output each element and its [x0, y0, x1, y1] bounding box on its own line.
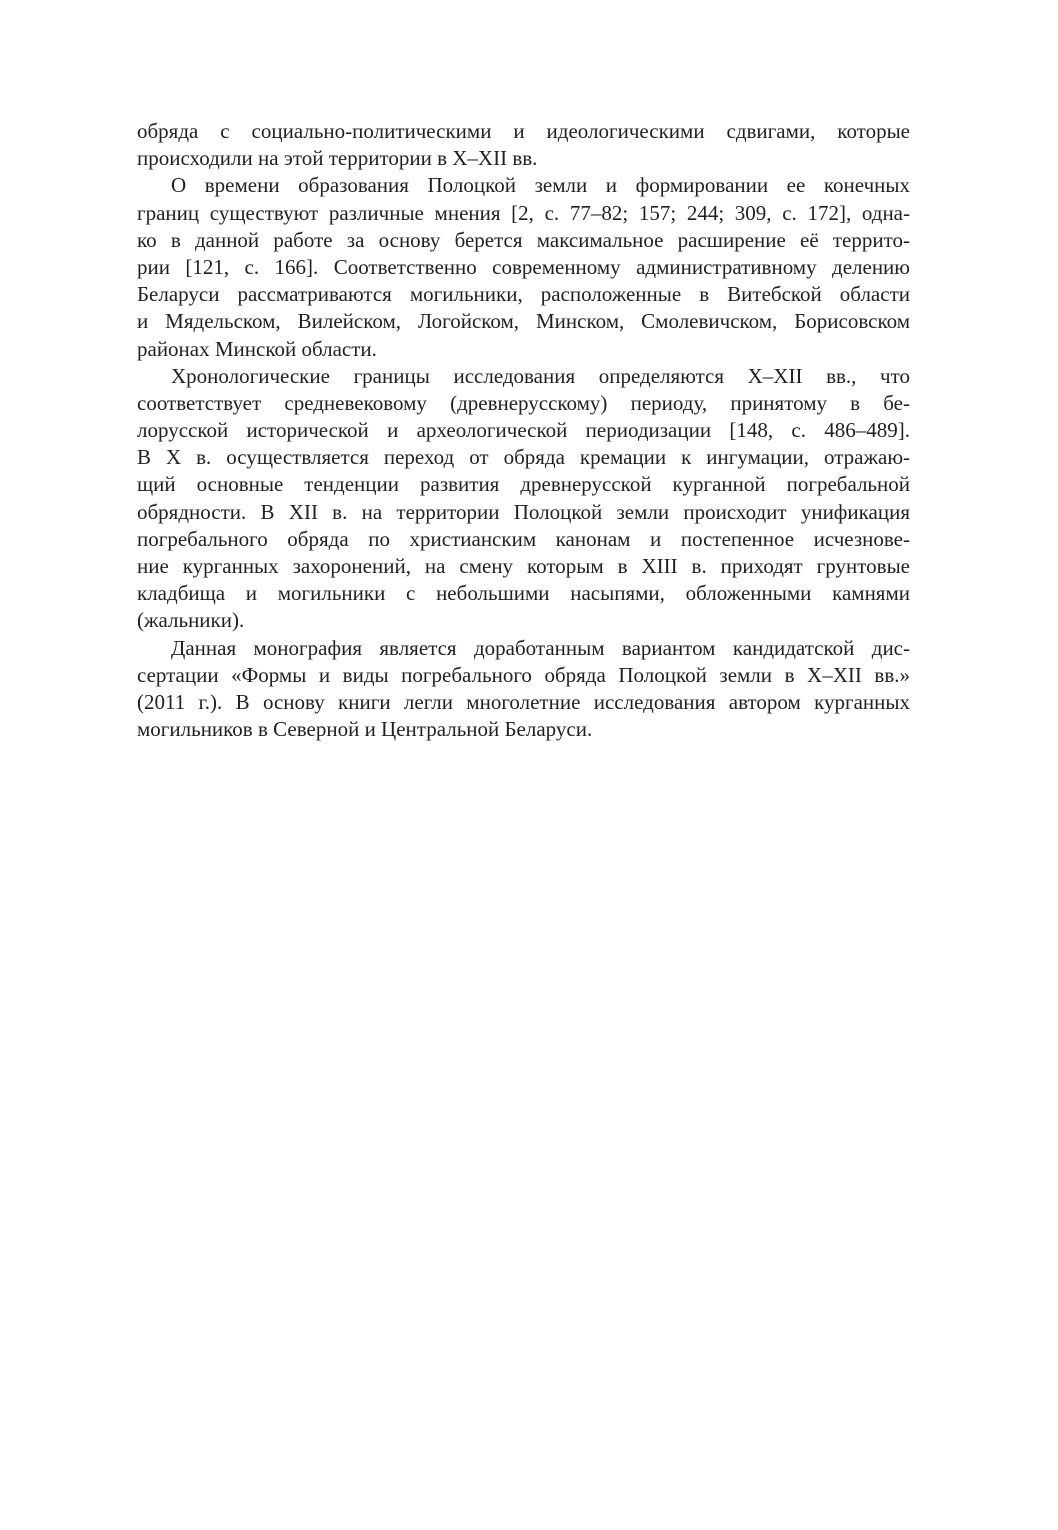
text-line: обряда с социально-политическими и идеологическими сдвигами, которые: [137, 119, 910, 143]
text-line: рии [121, с. 166]. Соответственно современному административному делению: [137, 254, 910, 279]
body-text: [137, 118, 910, 743]
paragraph-continuation: [137, 118, 910, 172]
text-line: О времени образования Полоцкой земли и формировании ее конечных: [171, 173, 910, 198]
text-line: границ существуют различные мнения [2, с. 77–82; 157; 244; 309, с. 172], одна-: [137, 200, 910, 225]
text-line: могильников в Северной и Центральной Беларуси.: [137, 717, 593, 742]
text-line: и Мядельском, Вилейском, Логойском, Минском, Смолевичском, Борисовском: [137, 309, 910, 334]
text-line: происходили на этой территории в X–XII вв.: [137, 146, 538, 171]
text-line: ко в данной работе за основу берется максимальное расширение её террито-: [137, 227, 910, 252]
text-line: Хронологические границы исследования определяются X–XII вв., что: [171, 363, 910, 388]
text-line: щий основные тенденции развития древнерусской курганной погребальной: [137, 472, 910, 497]
paragraph-polotsk-formation: [137, 172, 910, 362]
paragraph-monograph: [137, 635, 910, 744]
text-line: Беларуси рассматриваются могильники, расположенные в Витебской области: [137, 282, 910, 307]
text-line: сертации «Формы и виды погребального обряда Полоцкой земли в X–XII вв.»: [137, 662, 910, 687]
text-line: лорусской исторической и археологической периодизации [148, с. 486–489].: [137, 418, 910, 443]
text-line: В X в. осуществляется переход от обряда кремации к ингумации, отражаю-: [137, 445, 910, 470]
text-line: (2011 г.). В основу книги легли многолетние исследования автором курганных: [137, 689, 910, 714]
text-line: кладбища и могильники с небольшими насыпями, обложенными камнями: [137, 581, 910, 606]
text-line: обрядности. В XII в. на территории Полоцкой земли происходит унификация: [137, 499, 910, 524]
text-line: ние курганных захоронений, на смену которым в XIII в. приходят грунтовые: [137, 554, 910, 578]
text-line: (жальники).: [137, 608, 245, 633]
text-line: Данная монография является доработанным вариантом кандидатской дис-: [171, 635, 910, 660]
text-line: погребального обряда по христианским канонам и постепенное исчезнове-: [137, 526, 910, 551]
text-line: районах Минской области.: [137, 336, 377, 361]
paragraph-chronology: [137, 363, 910, 635]
text-line: соответствует средневековому (древнерусскому) периоду, принятому в бе-: [137, 390, 910, 415]
